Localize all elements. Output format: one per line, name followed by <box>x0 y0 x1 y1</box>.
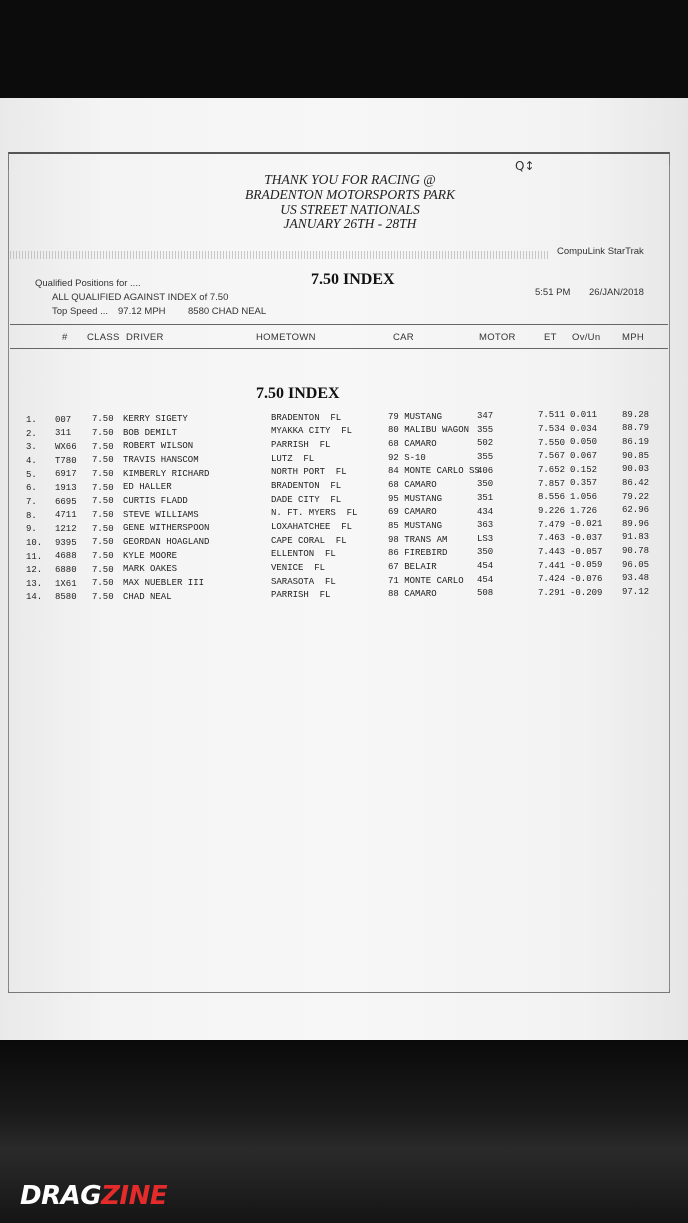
top-speed-label: Top Speed ... <box>52 306 108 317</box>
cell-mph: 79.22 <box>622 491 650 502</box>
cell-mph: 96.05 <box>622 559 650 570</box>
cell-hometown: BRADENTON FL <box>271 412 342 423</box>
cell-ovun: -0.076 <box>570 573 603 584</box>
cell-num: 1913 <box>55 483 77 493</box>
cell-driver: KYLE MOORE <box>123 550 178 561</box>
cell-et: 7.567 <box>538 451 566 462</box>
header-top-rule <box>10 324 668 325</box>
cell-pos: 6. <box>26 483 37 494</box>
cell-et: 7.652 <box>538 465 566 475</box>
cell-car: 79 MUSTANG <box>388 411 443 422</box>
cell-class: 7.50 <box>92 550 114 561</box>
cell-car: 68 CAMARO <box>388 439 437 450</box>
cell-num: 6880 <box>55 564 77 575</box>
cell-class: 7.50 <box>92 509 114 520</box>
cell-et: 9.226 <box>538 505 566 516</box>
cell-ovun: 0.011 <box>570 410 598 421</box>
table-row <box>0 587 688 606</box>
col-motor: MOTOR <box>479 332 516 343</box>
cell-ovun: 0.357 <box>570 478 598 489</box>
col-hometown: HOMETOWN <box>256 332 316 343</box>
cell-car: 88 CAMARO <box>388 589 437 600</box>
header-line-2: BRADENTON MOTORSPORTS PARK <box>244 187 455 202</box>
cell-pos: 12. <box>26 565 43 576</box>
cell-driver: GEORDAN HOAGLAND <box>123 536 210 547</box>
cell-pos: 9. <box>26 524 37 535</box>
cell-num: T780 <box>55 455 77 466</box>
cell-class: 7.50 <box>92 578 114 589</box>
cell-ovun: 1.056 <box>570 492 598 502</box>
col-mph: MPH <box>622 332 645 343</box>
cell-et: 7.550 <box>538 437 566 448</box>
cell-ovun: -0.037 <box>570 532 603 543</box>
top-speed-value: 97.12 MPH <box>118 306 166 317</box>
cell-motor: LS3 <box>477 533 494 544</box>
cell-class: 7.50 <box>92 591 114 602</box>
cell-class: 7.50 <box>92 414 114 425</box>
cell-driver: CHAD NEAL <box>123 591 172 602</box>
cell-ovun: 0.034 <box>570 423 598 434</box>
cell-mph: 86.42 <box>622 477 650 488</box>
cell-car: 86 FIREBIRD <box>388 548 448 559</box>
cell-class: 7.50 <box>92 537 114 548</box>
cell-mph: 93.48 <box>622 573 650 584</box>
cell-motor: 355 <box>477 451 494 462</box>
cell-ovun: -0.021 <box>570 519 603 530</box>
cell-motor: 508 <box>477 588 494 599</box>
cell-car: 95 MUSTANG <box>388 493 443 504</box>
cell-car: 85 MUSTANG <box>388 520 443 531</box>
cell-hometown: SARASOTA FL <box>271 576 336 587</box>
cell-mph: 86.19 <box>622 436 650 447</box>
cell-hometown: N. FT. MYERS FL <box>271 508 358 519</box>
cell-hometown: CAPE CORAL FL <box>271 535 347 546</box>
cell-car: 84 MONTE CARLO SS <box>388 466 480 477</box>
cell-num: 1212 <box>55 523 77 534</box>
cell-class: 7.50 <box>92 455 114 466</box>
cell-motor: 347 <box>477 410 494 421</box>
cell-num: 6695 <box>55 496 77 507</box>
cell-ovun: -0.059 <box>570 560 603 571</box>
cell-ovun: -0.057 <box>570 546 603 557</box>
cell-motor: 434 <box>477 506 494 517</box>
cell-driver: MAX NUEBLER III <box>123 577 205 588</box>
col-car: CAR <box>393 332 414 343</box>
cell-driver: TRAVIS HANSCOM <box>123 455 199 466</box>
cell-mph: 90.85 <box>622 450 650 461</box>
cell-et: 7.479 <box>538 519 566 530</box>
header-line-4: JANUARY 26TH - 28TH <box>283 216 417 231</box>
cell-et: 8.556 <box>538 492 566 503</box>
cell-car: 98 TRANS AM <box>388 534 448 545</box>
cell-mph: 91.83 <box>622 532 650 543</box>
cell-et: 7.443 <box>538 546 566 557</box>
cell-car: 80 MALIBU WAGON <box>388 425 470 436</box>
cell-motor: 406 <box>477 465 494 476</box>
page-title: 7.50 INDEX <box>311 271 395 288</box>
cell-driver: GENE WITHERSPOON <box>123 523 210 534</box>
cell-hometown: MYAKKA CITY FL <box>271 426 353 437</box>
cell-class: 7.50 <box>92 482 114 493</box>
cell-num: 4688 <box>55 551 77 562</box>
cell-pos: 8. <box>26 510 37 521</box>
cell-num: WX66 <box>55 442 77 453</box>
cell-et: 7.857 <box>538 478 566 489</box>
cell-car: 69 CAMARO <box>388 507 437 518</box>
cell-num: 4711 <box>55 510 77 521</box>
cell-pos: 3. <box>26 442 37 453</box>
cell-num: 007 <box>55 414 72 425</box>
cell-et: 7.511 <box>538 410 566 421</box>
col-num: # <box>62 332 68 343</box>
cell-mph: 97.12 <box>622 587 650 598</box>
cell-mph: 90.03 <box>622 464 650 475</box>
corner-mark-icon: Q↕ <box>515 159 535 173</box>
cell-class: 7.50 <box>92 428 114 439</box>
system-label: CompuLink StarTrak <box>557 246 644 257</box>
cell-ovun: 0.050 <box>570 437 598 448</box>
cell-driver: STEVE WILLIAMS <box>123 509 199 520</box>
cell-motor: 454 <box>477 574 494 585</box>
cell-num: 9395 <box>55 537 77 548</box>
cell-hometown: LUTZ FL <box>271 453 315 464</box>
report-time: 5:51 PM <box>535 287 571 298</box>
cell-hometown: NORTH PORT FL <box>271 467 347 478</box>
cell-et: 7.534 <box>538 424 566 435</box>
dotted-divider <box>10 251 550 259</box>
cell-motor: 350 <box>477 479 494 490</box>
cell-motor: 502 <box>477 438 494 449</box>
cell-hometown: LOXAHATCHEE FL <box>271 521 353 532</box>
cell-driver: CURTIS FLADD <box>123 496 188 507</box>
top-speed-holder: 8580 CHAD NEAL <box>188 306 267 317</box>
cell-class: 7.50 <box>92 496 114 507</box>
cell-class: 7.50 <box>92 441 114 452</box>
cell-pos: 5. <box>26 469 37 480</box>
cell-pos: 2. <box>26 428 37 439</box>
cell-hometown: PARRISH FL <box>271 590 331 601</box>
cell-num: 6917 <box>55 469 77 480</box>
col-ovun: Ov/Un <box>572 332 601 343</box>
cell-mph: 62.96 <box>622 505 650 516</box>
cell-mph: 90.78 <box>622 546 650 557</box>
cell-car: 67 BELAIR <box>388 561 437 572</box>
dark-background-top <box>0 0 688 100</box>
cell-motor: 355 <box>477 424 494 435</box>
cell-pos: 10. <box>26 537 43 548</box>
qualified-against: ALL QUALIFIED AGAINST INDEX of 7.50 <box>52 292 229 303</box>
col-class: CLASS <box>87 332 120 343</box>
cell-num: 1X61 <box>55 578 77 589</box>
cell-num: 8580 <box>55 592 77 603</box>
cell-mph: 89.96 <box>622 518 650 529</box>
header-line-3: US STREET NATIONALS <box>280 202 420 217</box>
cell-mph: 88.79 <box>622 423 650 434</box>
cell-hometown: DADE CITY FL <box>271 494 342 505</box>
cell-pos: 7. <box>26 496 37 507</box>
cell-hometown: VENICE FL <box>271 562 326 573</box>
cell-et: 7.463 <box>538 533 566 544</box>
cell-ovun: 0.067 <box>570 451 598 462</box>
cell-hometown: PARRISH FL <box>271 440 331 451</box>
col-et: ET <box>544 332 557 343</box>
cell-pos: 4. <box>26 455 37 466</box>
cell-motor: 454 <box>477 561 494 572</box>
cell-ovun: 0.152 <box>570 464 598 475</box>
qualified-label: Qualified Positions for .... <box>35 278 141 289</box>
cell-driver: ROBERT WILSON <box>123 441 194 452</box>
cell-driver: KERRY SIGETY <box>123 414 188 425</box>
cell-class: 7.50 <box>92 523 114 534</box>
cell-car: 68 CAMARO <box>388 480 437 490</box>
cell-motor: 351 <box>477 492 494 503</box>
cell-et: 7.441 <box>538 560 566 571</box>
section-title: 7.50 INDEX <box>256 385 340 402</box>
dragzine-logo: DRAGZINE <box>20 1181 168 1211</box>
cell-car: 92 S-10 <box>388 452 426 463</box>
cell-class: 7.50 <box>92 469 114 479</box>
cell-hometown: BRADENTON FL <box>271 481 342 492</box>
cell-pos: 14. <box>26 592 43 603</box>
cell-mph: 89.28 <box>622 409 650 420</box>
cell-et: 7.424 <box>538 574 566 585</box>
cell-driver: KIMBERLY RICHARD <box>123 468 210 479</box>
cell-num: 311 <box>55 428 72 439</box>
cell-car: 71 MONTE CARLO <box>388 575 464 586</box>
cell-driver: ED HALLER <box>123 482 172 493</box>
col-driver: DRIVER <box>126 332 164 343</box>
cell-driver: BOB DEMILT <box>123 427 178 438</box>
cell-class: 7.50 <box>92 564 114 575</box>
cell-pos: 1. <box>26 415 37 425</box>
cell-motor: 350 <box>477 547 494 558</box>
cell-ovun: -0.209 <box>570 587 603 598</box>
cell-pos: 11. <box>26 551 43 562</box>
header-line-1: THANK YOU FOR RACING @ <box>264 172 436 187</box>
cell-et: 7.291 <box>538 587 566 598</box>
report-date: 26/JAN/2018 <box>589 287 644 298</box>
cell-pos: 13. <box>26 578 43 589</box>
cell-hometown: ELLENTON FL <box>271 549 336 560</box>
header-bottom-rule <box>10 348 668 349</box>
cell-motor: 363 <box>477 520 494 531</box>
cell-driver: MARK OAKES <box>123 564 178 575</box>
cell-ovun: 1.726 <box>570 505 598 516</box>
